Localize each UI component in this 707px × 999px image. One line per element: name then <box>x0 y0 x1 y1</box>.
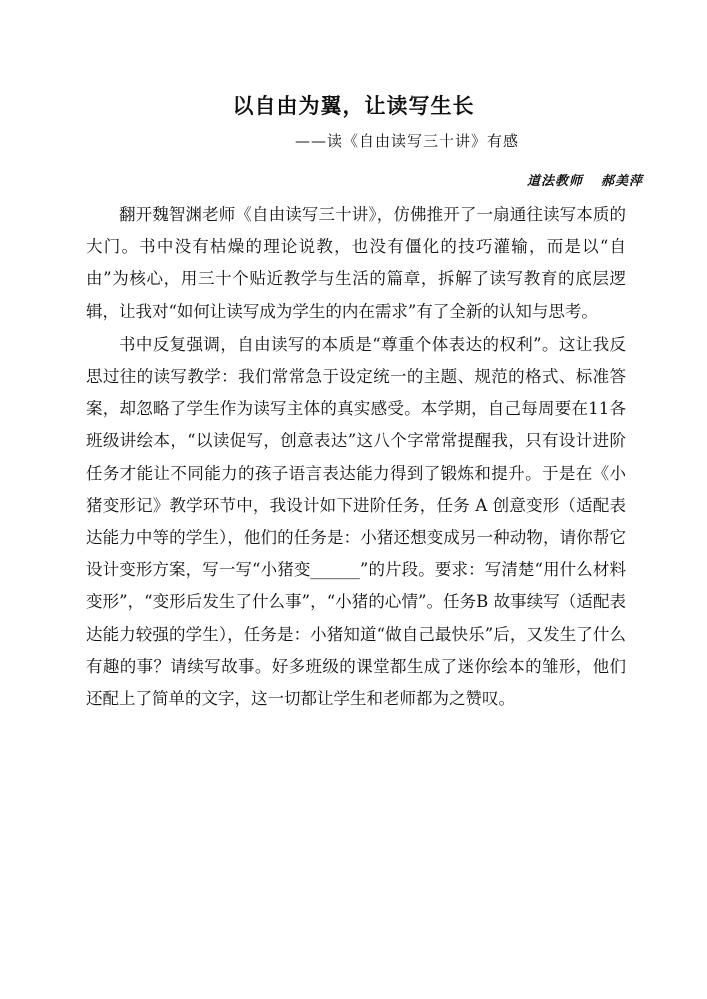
page-subtitle: ——读《自由读写三十讲》有感 <box>295 132 520 150</box>
article-body <box>86 199 626 715</box>
paragraph: 翻开魏智渊老师《自由读写三十讲》，仿佛推开了一扇通往读写本质的大门。书中没有枯燥的理论说教，也没有僵化的技巧灌输，而是以“自由”为核心，用三十个贴近教学与生活的篇章，拆解了读写教育的底层逻辑，让我对“如何让读写成为学生的内在需求”有了全新的认知与思考。 <box>86 205 626 321</box>
author-role: 道法教师 <box>526 174 583 189</box>
paragraph: 书中反复强调，自由读写的本质是“尊重个体表达的权利”。这让我反思过往的读写教学：我们常常急于设定统一的主题、规范的格式、标准答案，却忽略了学生作为读写主体的真实感受。本学期，自己每周要在11各班级讲绘本，“以读促写，创意表达”这八个字常常提醒我，只有设计进阶任务才能让不同能力的孩子语言表达能力得到了锻炼和提升。于是在《小猪变形记》教学环节中，我设计如下进阶任务，任务 A 创意变形（适配表达能力中等的学生），他们的任务是：小猪还想变成另一种动物，请你帮它设计变形方案，写一写“小猪变______”的片段。要求：写清楚“用什么材料变形”，“变形后发生了什么事”，“小猪的心情”。任务B 故事续写（适配表达能力较强的学生），任务是：小猪知道“做自己最快乐”后，又发生了什么有趣的事？请续写故事。好多班级的课堂都生成了迷你绘本的雏形，他们还配上了简单的文字，这一切都让学生和老师都为之赞叹。 <box>86 334 626 709</box>
author-name: 郝美萍 <box>600 174 643 189</box>
page-title: 以自由为翼，让读写生长 <box>232 94 475 118</box>
author-line <box>509 170 643 189</box>
